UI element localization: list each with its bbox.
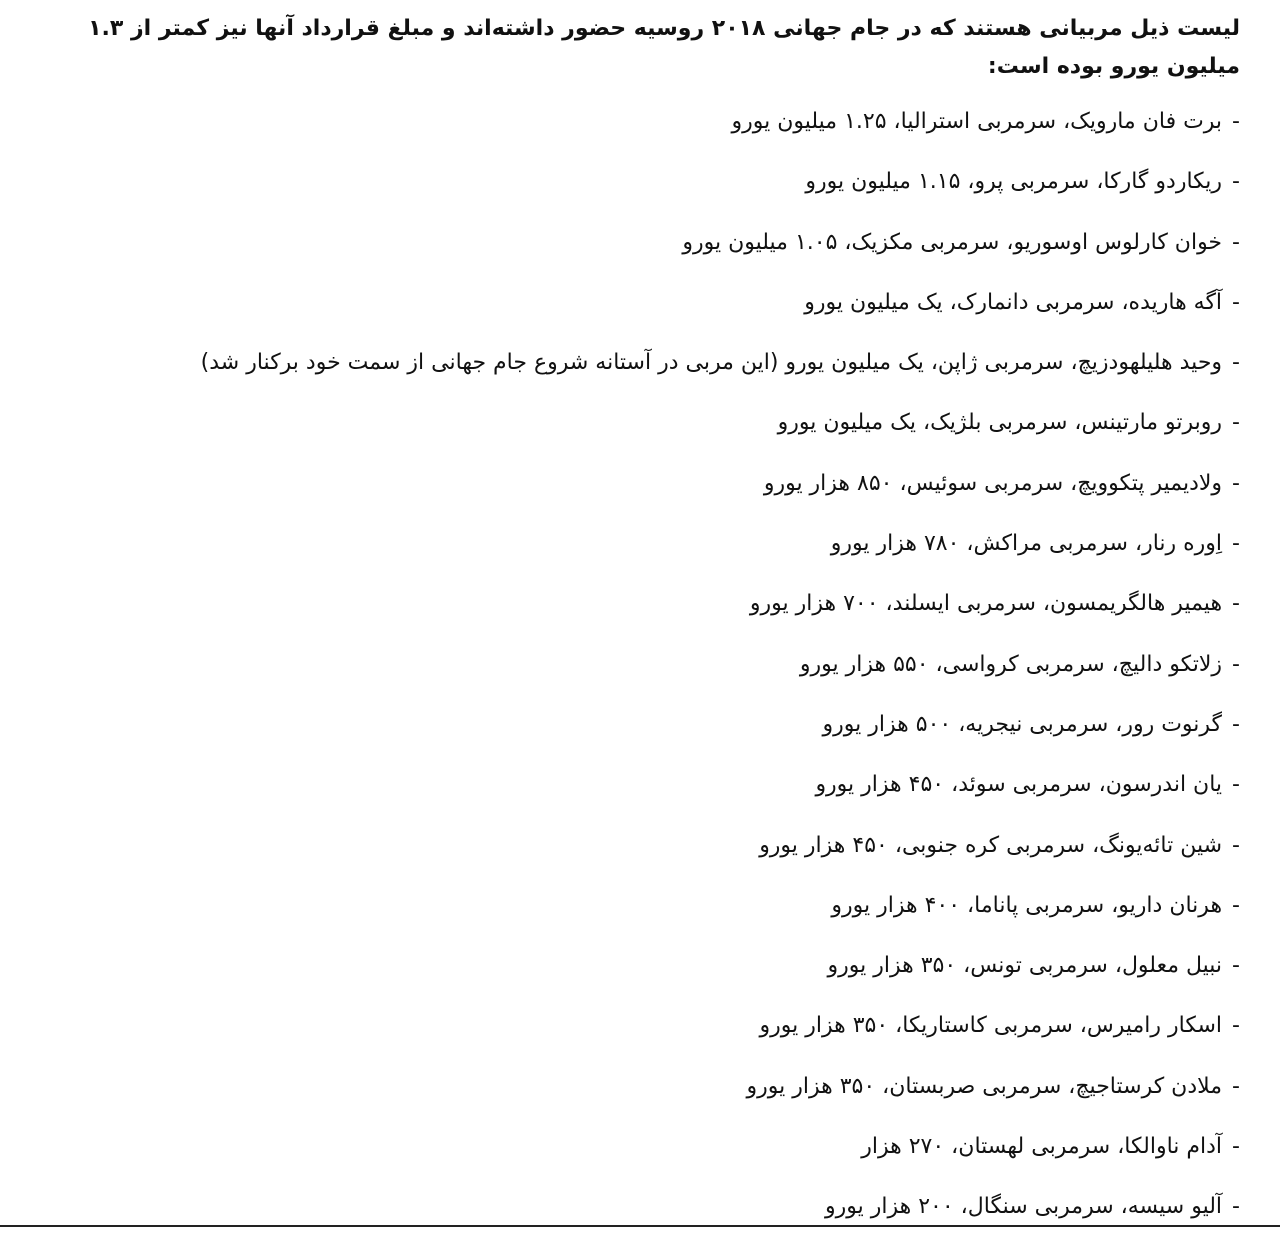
list-bullet: - (1232, 289, 1240, 315)
list-item (40, 936, 1240, 996)
list-item (40, 876, 1240, 936)
list-item-text: آدام ناوالکا، سرمربی لهستان، ۲۷۰ هزار (861, 1134, 1223, 1160)
list-item (40, 213, 1240, 273)
list-bullet: - (1232, 169, 1240, 195)
list-bullet: - (1232, 470, 1240, 496)
list-bullet: - (1232, 832, 1240, 858)
list-item-text: شین تائه‌یونگ، سرمربی کره جنوبی، ۴۵۰ هزار یورو (759, 832, 1223, 858)
list-item (40, 92, 1240, 152)
list-bullet: - (1232, 1134, 1240, 1160)
list-item-text: ملادن کرستاجیچ، سرمربی صربستان، ۳۵۰ هزار یورو (746, 1073, 1223, 1099)
list-bullet: - (1232, 953, 1240, 979)
list-item-text: اسکار رامیرس، سرمربی کاستاریکا، ۳۵۰ هزار یورو (759, 1013, 1223, 1039)
list-item (40, 333, 1240, 393)
list-bullet: - (1232, 1013, 1240, 1039)
intro-paragraph: لیست ذیل مربیانی هستند که در جام جهانی ۲۰۱۸ روسیه حضور داشته‌اند و مبلغ قرارداد آنها نیز کمتر از ۱.۳ میلیون یورو بوده است: (88, 16, 1240, 79)
list-item-text: زلاتکو دالیچ، سرمربی کرواسی، ۵۵۰ هزار یورو (799, 651, 1223, 677)
list-item (40, 454, 1240, 514)
list-item-text: گرنوت رور، سرمربی نیجریه، ۵۰۰ هزار یورو (822, 711, 1223, 737)
list-bullet: - (1232, 350, 1240, 376)
list-bullet: - (1232, 1073, 1240, 1099)
list-item-text: هرنان داریو، سرمربی پاناما، ۴۰۰ هزار یورو (831, 892, 1223, 918)
list-item (40, 755, 1240, 815)
list-bullet: - (1232, 892, 1240, 918)
list-item (40, 514, 1240, 574)
list-item-text: وحید هلیلهودزیچ، سرمربی ژاپن، یک میلیون یورو (این مربی در آستانه شروع جام جهانی از سمت خود برکنار شد) (200, 350, 1223, 376)
list-item (40, 816, 1240, 876)
list-bullet: - (1232, 591, 1240, 617)
list-item (40, 635, 1240, 695)
list-item (40, 152, 1240, 212)
list-bullet: - (1232, 109, 1240, 134)
list-item-text: یان اندرسون، سرمربی سوئد، ۴۵۰ هزار یورو (815, 772, 1223, 798)
coach-list (40, 92, 1240, 1238)
list-bullet: - (1232, 651, 1240, 677)
list-bullet: - (1232, 1194, 1240, 1220)
list-item-text: ولادیمیر پتکوویچ، سرمربی سوئیس، ۸۵۰ هزار یورو (763, 470, 1223, 496)
list-item (40, 574, 1240, 634)
list-item-text: روبرتو مارتینس، سرمربی بلژیک، یک میلیون یورو (777, 410, 1223, 436)
list-item-text: هیمیر هالگریمسون، سرمربی ایسلند، ۷۰۰ هزار یورو (749, 591, 1223, 617)
list-bullet: - (1232, 229, 1240, 255)
list-item (40, 695, 1240, 755)
list-item-text: برت فان مارویک، سرمربی استرالیا، ۱.۲۵ میلیون یورو (731, 109, 1223, 134)
list-item (40, 996, 1240, 1056)
list-item (40, 393, 1240, 453)
list-bullet: - (1232, 531, 1240, 557)
list-item-text: اِوره رنار، سرمربی مراکش، ۷۸۰ هزار یورو (830, 531, 1223, 557)
list-item-text: آگه هاریده، سرمربی دانمارک، یک میلیون یورو (804, 289, 1223, 315)
list-bullet: - (1232, 772, 1240, 798)
list-item-text: آلیو سیسه، سرمربی سنگال، ۲۰۰ هزار یورو (825, 1194, 1223, 1220)
list-bullet: - (1232, 410, 1240, 436)
list-item (40, 1117, 1240, 1177)
list-item (40, 273, 1240, 333)
list-bullet: - (1232, 711, 1240, 737)
list-item-text: نبیل معلول، سرمربی تونس، ۳۵۰ هزار یورو (827, 953, 1223, 979)
list-item-text: خوان کارلوس اوسوریو، سرمربی مکزیک، ۱.۰۵ میلیون یورو (682, 229, 1223, 255)
list-item-text: ریکاردو گارکا، سرمربی پرو، ۱.۱۵ میلیون یورو (805, 169, 1223, 195)
list-item (40, 1057, 1240, 1117)
list-item (40, 1177, 1240, 1237)
